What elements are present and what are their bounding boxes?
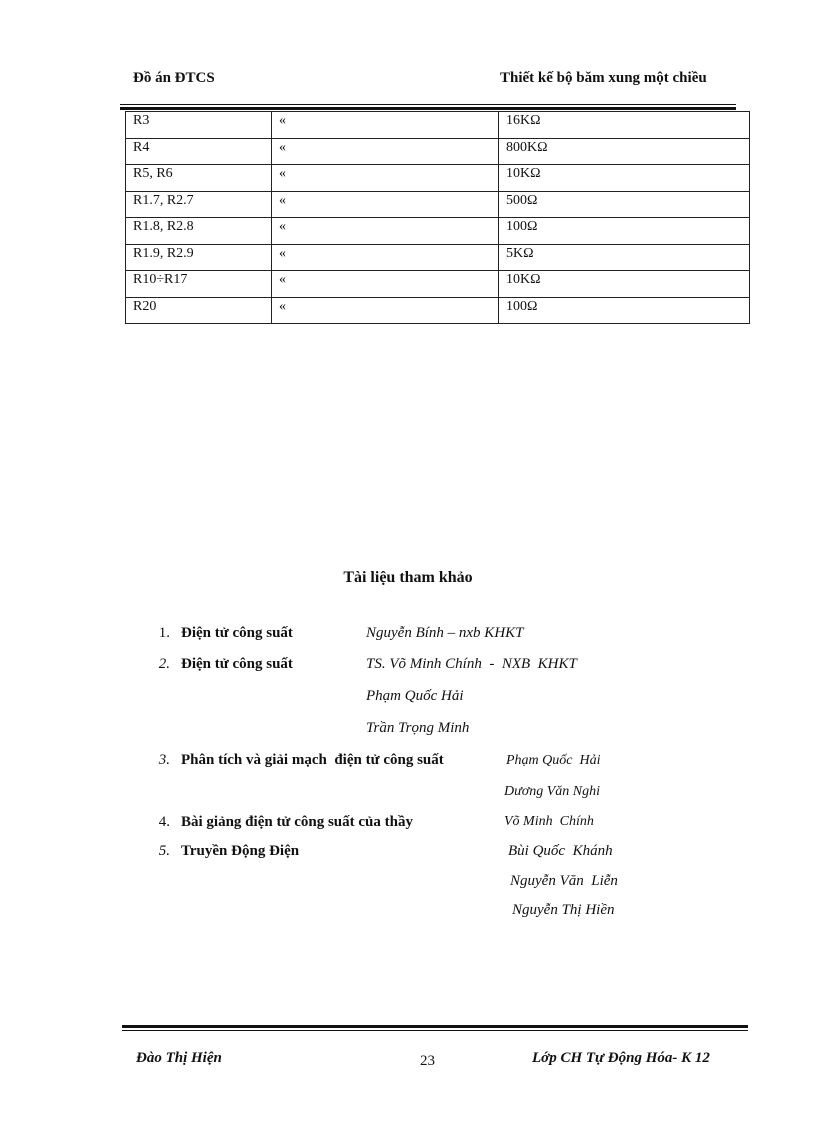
reference-number: 2. — [158, 656, 170, 672]
reference-number: 4. — [158, 814, 170, 830]
reference-author: TS. Võ Minh Chính - NXB KHKT — [366, 656, 577, 672]
reference-title: Phân tích và giải mạch điện tử công suất — [181, 752, 444, 768]
table-cell-value: 800KΩ — [499, 138, 750, 165]
table-cell-ditto: « — [272, 191, 499, 218]
table-cell-value: 5KΩ — [499, 244, 750, 271]
table-row — [126, 165, 750, 192]
reference-author: Dương Văn Nghi — [504, 784, 600, 799]
reference-number: 3. — [158, 752, 170, 768]
table-row — [126, 271, 750, 298]
header-rule-thick — [120, 107, 736, 110]
table-row — [126, 112, 750, 139]
reference-author: Võ Minh Chính — [504, 814, 594, 829]
table-cell-name: R5, R6 — [126, 165, 272, 192]
table-cell-name: R4 — [126, 138, 272, 165]
component-table — [125, 111, 750, 324]
table-row — [126, 244, 750, 271]
table-cell-ditto: « — [272, 112, 499, 139]
table-cell-value: 10KΩ — [499, 165, 750, 192]
table-cell-ditto: « — [272, 165, 499, 192]
reference-author: Phạm Quốc Hải — [506, 753, 601, 768]
reference-title: Điện tử công suất — [181, 625, 293, 641]
table-row — [126, 138, 750, 165]
footer-rule-thin — [122, 1030, 748, 1031]
footer-rule-thick — [122, 1025, 748, 1028]
reference-title: Truyền Động Điện — [181, 843, 300, 859]
table-cell-value: 500Ω — [499, 191, 750, 218]
table-row — [126, 218, 750, 245]
reference-author: Nguyễn Bính – nxb KHKT — [366, 625, 524, 641]
table-row — [126, 297, 750, 324]
header-right: Thiết kế bộ băm xung một chiều — [500, 70, 707, 86]
table-cell-name: R3 — [126, 112, 272, 139]
reference-author: Bùi Quốc Khánh — [508, 843, 613, 859]
footer-class: Lớp CH Tự Động Hóa- K 12 — [532, 1050, 710, 1066]
table-cell-name: R1.9, R2.9 — [126, 244, 272, 271]
table-cell-value: 16KΩ — [499, 112, 750, 139]
table-cell-value: 10KΩ — [499, 271, 750, 298]
table-cell-name: R1.7, R2.7 — [126, 191, 272, 218]
table-cell-ditto: « — [272, 271, 499, 298]
reference-title: Điện tử công suất — [181, 656, 293, 672]
table-row — [126, 191, 750, 218]
table-cell-value: 100Ω — [499, 297, 750, 324]
table-cell-name: R1.8, R2.8 — [126, 218, 272, 245]
table-cell-ditto: « — [272, 297, 499, 324]
reference-number: 1. — [158, 625, 170, 641]
reference-title: Bài giảng điện tử công suất của thầy — [181, 814, 413, 830]
reference-author: Trần Trọng Minh — [366, 720, 470, 736]
header-rule-thin — [120, 104, 736, 105]
reference-author: Phạm Quốc Hải — [366, 688, 464, 704]
reference-author: Nguyễn Thị Hiền — [512, 902, 615, 918]
reference-author: Nguyễn Văn Liễn — [510, 873, 618, 889]
header-left: Đồ án ĐTCS — [133, 70, 215, 86]
table-cell-ditto: « — [272, 138, 499, 165]
page-number: 23 — [420, 1053, 435, 1069]
reference-number: 5. — [158, 843, 170, 859]
table-cell-name: R20 — [126, 297, 272, 324]
table-cell-name: R10÷R17 — [126, 271, 272, 298]
table-cell-value: 100Ω — [499, 218, 750, 245]
table-cell-ditto: « — [272, 218, 499, 245]
references-title: Tài liệu tham khảo — [343, 569, 473, 586]
table-cell-ditto: « — [272, 244, 499, 271]
footer-author: Đào Thị Hiện — [136, 1050, 222, 1066]
